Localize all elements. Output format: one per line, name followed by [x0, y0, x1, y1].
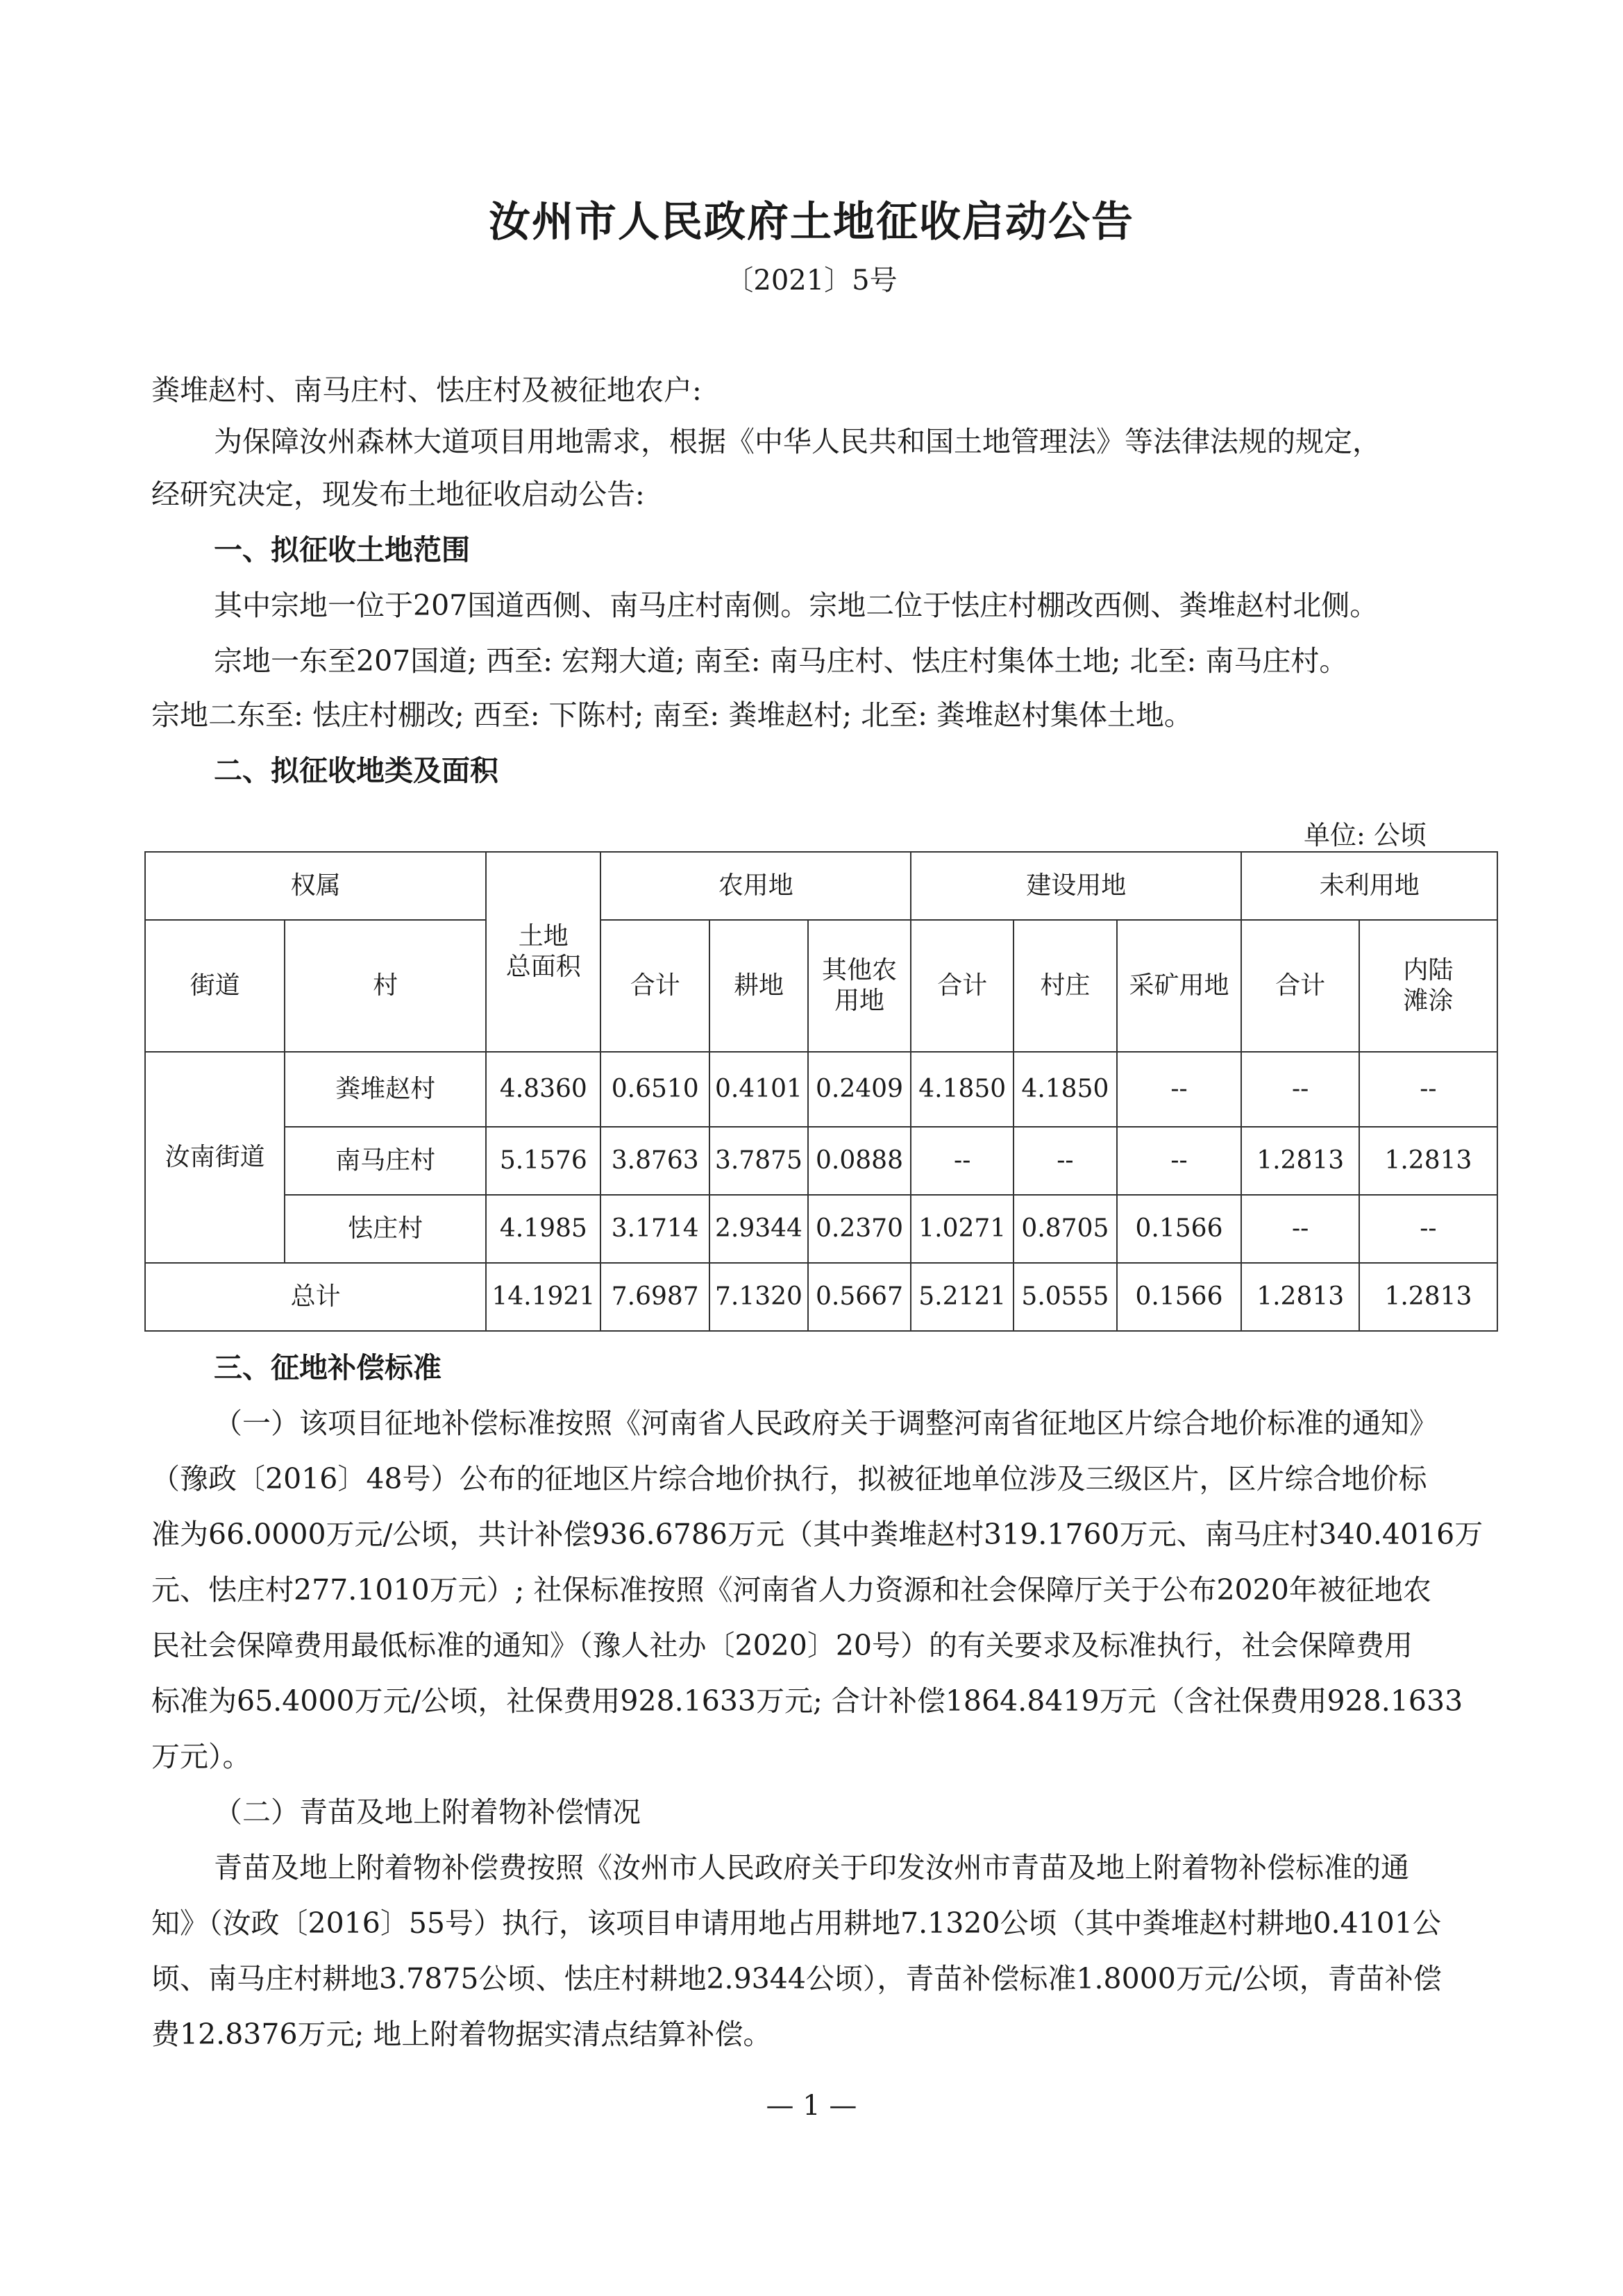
village-cell: 南马庄村	[285, 1127, 486, 1195]
section-3-paragraph-line: 元、怯庄村277.1010万元）; 社保标准按照《河南省人力资源和社会保障厅关于公布2020年被征地农	[151, 1573, 1431, 1607]
header-construction-subtotal: 合计	[911, 920, 1014, 1052]
total-label: 总计	[145, 1263, 486, 1331]
value-cell: 2.9344	[709, 1195, 808, 1263]
value-cell: 7.6987	[600, 1263, 709, 1331]
value-cell: 0.1566	[1117, 1195, 1242, 1263]
section-1-heading: 一、拟征收土地范围	[214, 533, 470, 567]
section-3-paragraph-line: 万元）。	[151, 1740, 251, 1773]
village-cell: 怯庄村	[285, 1195, 486, 1263]
value-cell: 4.1850	[1014, 1052, 1116, 1127]
value-cell: 14.1921	[486, 1263, 600, 1331]
page-number: — 1 —	[766, 2090, 857, 2122]
value-cell: --	[1359, 1195, 1497, 1263]
value-cell: 5.2121	[911, 1263, 1014, 1331]
value-cell: 0.4101	[709, 1052, 808, 1127]
value-cell: --	[1241, 1052, 1359, 1127]
intro-line-2: 经研究决定，现发布土地征收启动公告:	[151, 478, 645, 511]
header-village: 村	[285, 920, 486, 1052]
subsection-heading: （二）青苗及地上附着物补偿情况	[214, 1795, 641, 1829]
header-farmland: 耕地	[709, 920, 808, 1052]
document-number: 〔2021〕5号	[725, 265, 898, 296]
header-inland-beach: 内陆 滩涂	[1359, 920, 1497, 1052]
value-cell: 4.1985	[486, 1195, 600, 1263]
unit-label: 单位: 公顷	[1304, 820, 1427, 850]
header-agricultural-land: 农用地	[600, 852, 911, 920]
value-cell: 3.8763	[600, 1127, 709, 1195]
value-cell: 3.1714	[600, 1195, 709, 1263]
header-mining: 采矿用地	[1117, 920, 1242, 1052]
value-cell: --	[1117, 1052, 1242, 1127]
section-1-line: 其中宗地一位于207国道西侧、南马庄村南侧。宗地二位于怯庄村棚改西侧、粪堆赵村北侧。	[214, 589, 1379, 622]
value-cell: --	[1359, 1052, 1497, 1127]
value-cell: 1.0271	[911, 1195, 1014, 1263]
value-cell: 7.1320	[709, 1263, 808, 1331]
village-cell: 粪堆赵村	[285, 1052, 486, 1127]
value-cell: 0.2409	[808, 1052, 911, 1127]
value-cell: 5.1576	[486, 1127, 600, 1195]
value-cell: 4.8360	[486, 1052, 600, 1127]
subsection-paragraph-line: 顷、南马庄村耕地3.7875公顷、怯庄村耕地2.9344公顷），青苗补偿标准1.8000万元/公顷，青苗补偿	[151, 1962, 1442, 1995]
table-row	[145, 1052, 1497, 1127]
value-cell: 0.2370	[808, 1195, 911, 1263]
value-cell: 0.8705	[1014, 1195, 1116, 1263]
value-cell: --	[1014, 1127, 1116, 1195]
value-cell: 0.0888	[808, 1127, 911, 1195]
value-cell: 1.2813	[1241, 1263, 1359, 1331]
subsection-paragraph-line: 知》（汝政〔2016〕55号）执行，该项目申请用地占用耕地7.1320公顷（其中粪堆赵村耕地0.4101公	[151, 1907, 1441, 1940]
street-cell: 汝南街道	[145, 1052, 285, 1263]
header-street: 街道	[145, 920, 285, 1052]
section-3-paragraph-line: 准为66.0000万元/公顷，共计补偿936.6786万元（其中粪堆赵村319.1760万元、南马庄村340.4016万	[151, 1518, 1483, 1551]
table-row	[145, 1195, 1497, 1263]
header-other-agri: 其他农 用地	[808, 920, 911, 1052]
header-ownership: 权属	[145, 852, 486, 920]
section-3-paragraph-line: （一）该项目征地补偿标准按照《河南省人民政府关于调整河南省征地区片综合地价标准的通知》	[214, 1407, 1438, 1440]
value-cell: --	[1117, 1127, 1242, 1195]
header-unused-subtotal: 合计	[1241, 920, 1359, 1052]
section-1-line: 宗地一东至207国道; 西至: 宏翔大道; 南至: 南马庄村、怯庄村集体土地; 北至: 南马庄村。	[214, 644, 1348, 678]
header-agri-subtotal: 合计	[600, 920, 709, 1052]
page-title: 汝州市人民政府土地征收启动公告	[489, 198, 1134, 246]
value-cell: 1.2813	[1359, 1127, 1497, 1195]
section-3-paragraph-line: （豫政〔2016〕48号）公布的征地区片综合地价执行，拟被征地单位涉及三级区片，区片综合地价标	[151, 1462, 1427, 1495]
value-cell: 0.1566	[1117, 1263, 1242, 1331]
subsection-paragraph-line: 青苗及地上附着物补偿费按照《汝州市人民政府关于印发汝州市青苗及地上附着物补偿标准的通	[214, 1851, 1409, 1884]
value-cell: --	[1241, 1195, 1359, 1263]
value-cell: --	[911, 1127, 1014, 1195]
value-cell: 0.6510	[600, 1052, 709, 1127]
header-construction-land: 建设用地	[911, 852, 1241, 920]
header-total-area: 土地 总面积	[486, 852, 600, 1052]
table-row	[145, 1127, 1497, 1195]
section-3-paragraph-line: 民社会保障费用最低标准的通知》（豫人社办〔2020〕20号）的有关要求及标准执行，社会保障费用	[151, 1629, 1413, 1662]
header-village-land: 村庄	[1014, 920, 1116, 1052]
salutation: 粪堆赵村、南马庄村、怯庄村及被征地农户:	[151, 374, 702, 407]
value-cell: 0.5667	[808, 1263, 911, 1331]
intro-line-1: 为保障汝州森林大道项目用地需求，根据《中华人民共和国土地管理法》等法律法规的规定，	[214, 425, 1381, 458]
value-cell: 1.2813	[1359, 1263, 1497, 1331]
section-3-heading: 三、征地补偿标准	[214, 1351, 442, 1384]
value-cell: 4.1850	[911, 1052, 1014, 1127]
section-1-line: 宗地二东至: 怯庄村棚改; 西至: 下陈村; 南至: 粪堆赵村; 北至: 粪堆赵村集体土地。	[151, 698, 1193, 732]
section-3-paragraph-line: 标准为65.4000万元/公顷，社保费用928.1633万元; 合计补偿1864.8419万元（含社保费用928.1633	[151, 1684, 1463, 1718]
subsection-paragraph-line: 费12.8376万元; 地上附着物据实清点结算补偿。	[151, 2018, 772, 2051]
value-cell: 3.7875	[709, 1127, 808, 1195]
value-cell: 1.2813	[1241, 1127, 1359, 1195]
land-area-table	[144, 851, 1498, 1332]
value-cell: 5.0555	[1014, 1263, 1116, 1331]
header-unused-land: 未利用地	[1241, 852, 1497, 920]
table-total-row	[145, 1263, 1497, 1331]
section-2-heading: 二、拟征收地类及面积	[214, 754, 498, 787]
